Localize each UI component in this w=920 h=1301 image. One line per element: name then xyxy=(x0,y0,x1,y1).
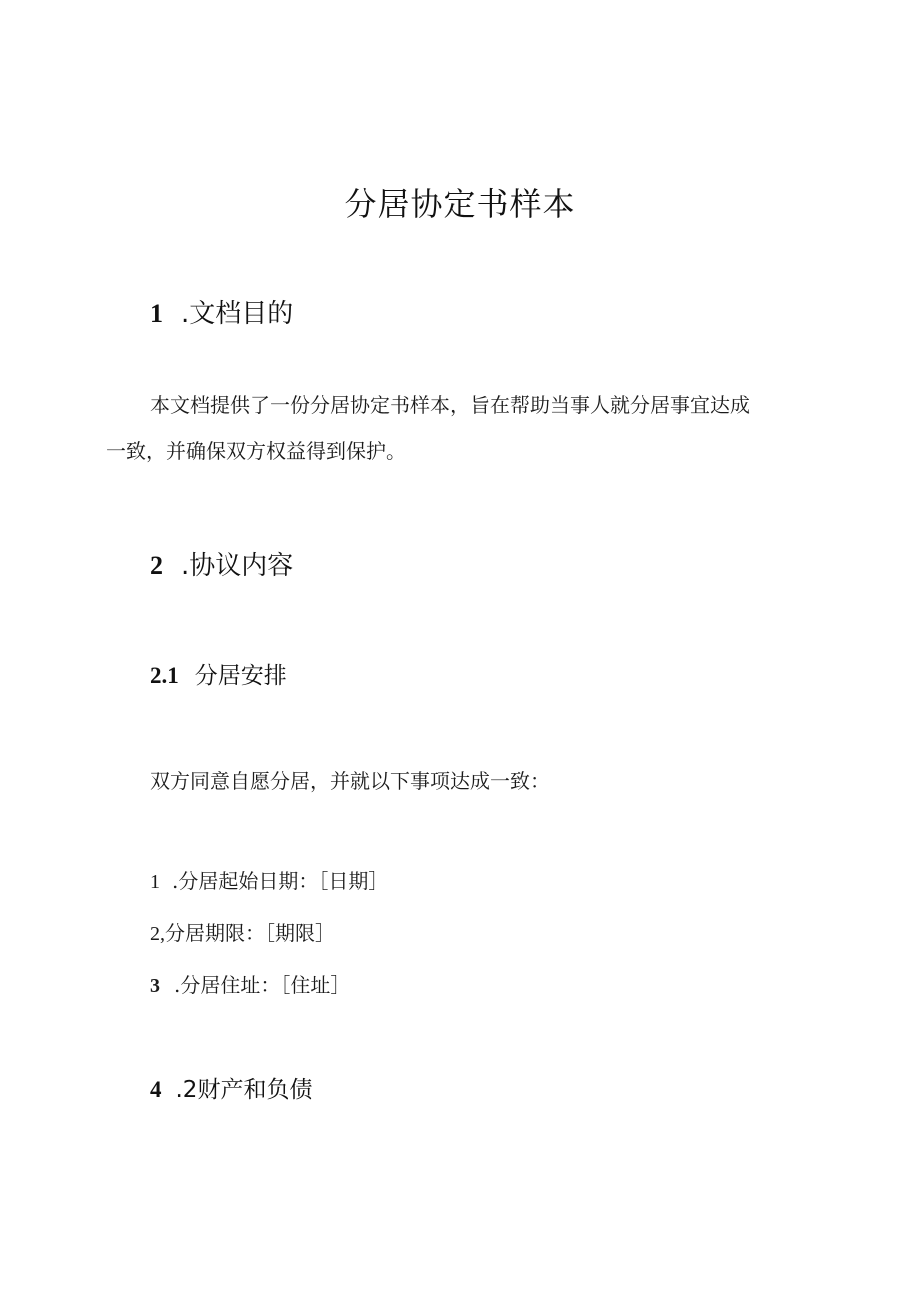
subsection-2-1-heading xyxy=(150,660,287,692)
subsection-2-2-title: .2财产和负债 xyxy=(175,1077,313,1103)
subsection-2-1-title: 分居安排 xyxy=(194,663,287,689)
subsection-2-2-heading xyxy=(150,1074,312,1106)
document-title: 分居协定书样本 xyxy=(344,185,576,223)
list-item-number: 1 xyxy=(150,871,160,893)
section-1-heading xyxy=(150,296,293,332)
list-item xyxy=(150,866,388,897)
list-item-text: 分居期限：［期限］ xyxy=(165,921,335,945)
section-1-paragraph-line-2: 一致，并确保双方权益得到保护。 xyxy=(106,439,406,463)
list-item xyxy=(150,970,350,1001)
section-2-number: 2 xyxy=(150,551,163,580)
section-2-heading xyxy=(150,548,293,584)
subsection-2-1-intro: 双方同意自愿分居，并就以下事项达成一致： xyxy=(150,769,550,793)
list-item-text: .分居起始日期：［日期］ xyxy=(172,869,389,893)
list-item-text: .分居住址：［住址］ xyxy=(174,973,351,997)
subsection-2-2-number: 4 xyxy=(150,1077,162,1102)
section-1-paragraph-line-1: 本文档提供了一份分居协定书样本，旨在帮助当事人就分居事宜达成 xyxy=(150,393,750,417)
section-1-title: .文档目的 xyxy=(181,299,294,329)
list-item-number: 3 xyxy=(150,975,160,997)
list-item xyxy=(150,918,335,949)
section-2-title: .协议内容 xyxy=(181,551,294,581)
section-1-number: 1 xyxy=(150,299,163,328)
subsection-2-1-number: 2.1 xyxy=(150,663,179,688)
list-item-number: 2, xyxy=(150,923,165,945)
